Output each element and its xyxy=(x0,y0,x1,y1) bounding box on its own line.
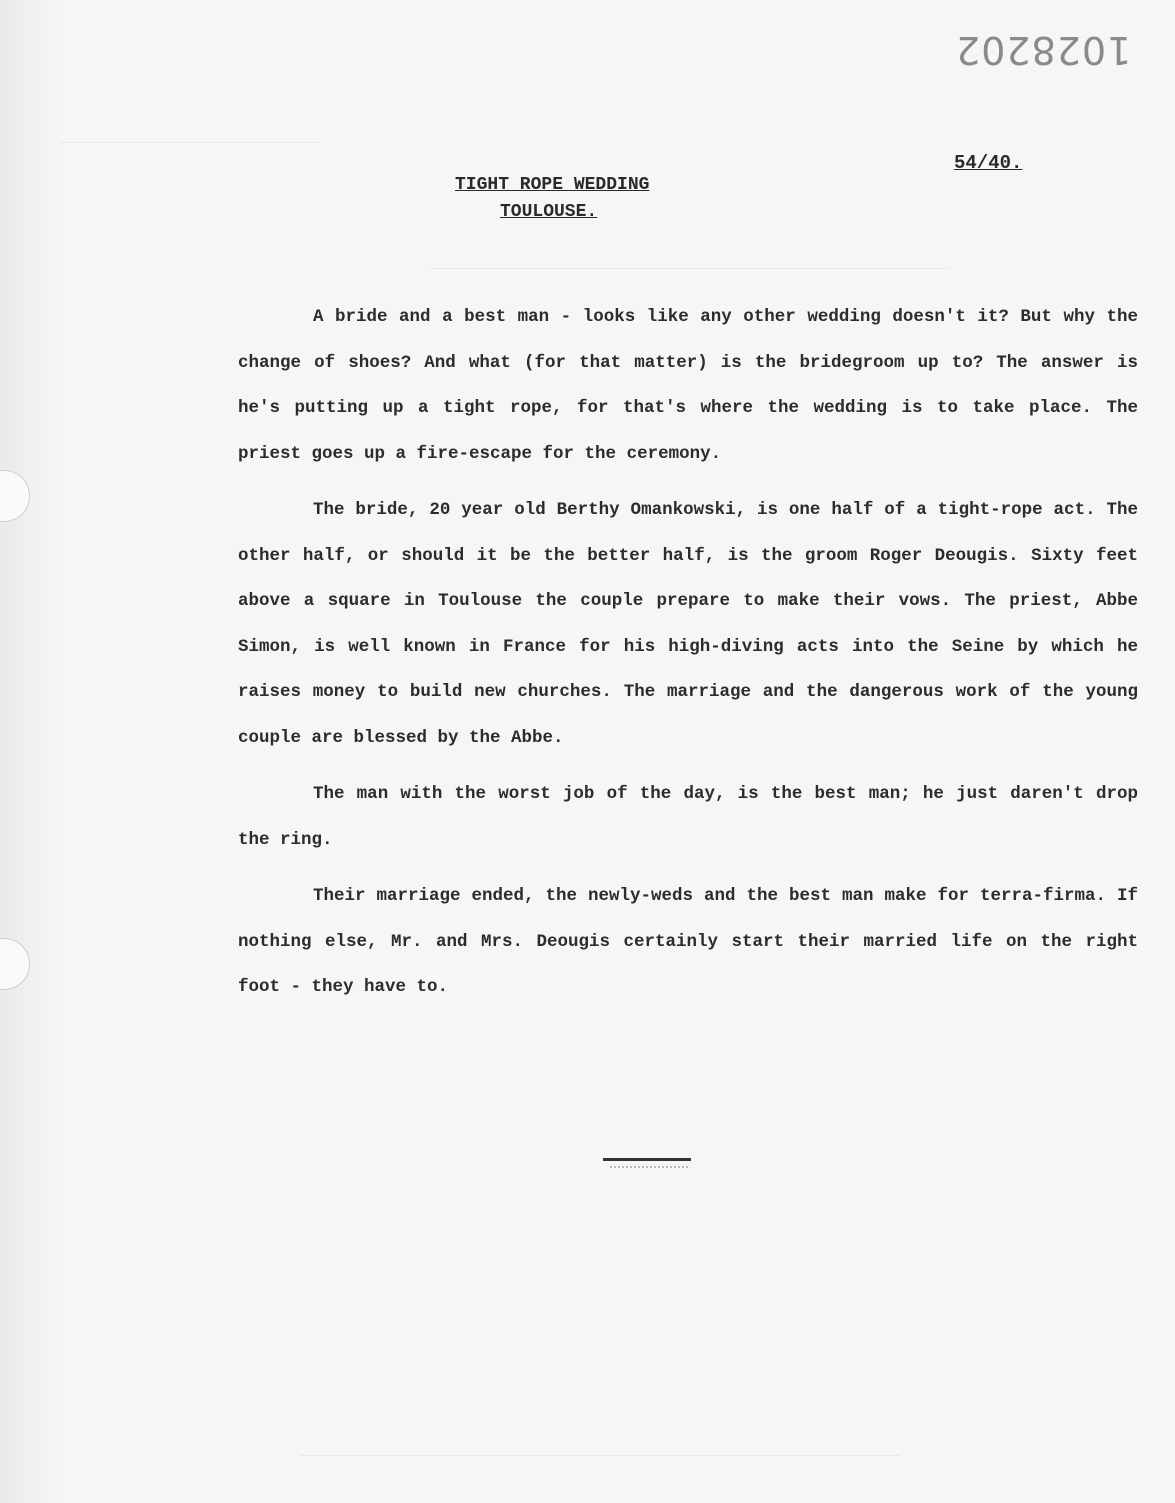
title-line-1: TIGHT ROPE WEDDING xyxy=(455,175,650,195)
title-line-2: TOULOUSE. xyxy=(500,202,598,222)
end-of-story-rule xyxy=(603,1158,691,1161)
punch-hole xyxy=(0,470,30,522)
bleed-through-line xyxy=(60,142,320,143)
paragraph: The man with the worst job of the day, is the best man; he just daren't drop the ring. xyxy=(238,784,1138,850)
bleed-through-line xyxy=(430,268,950,269)
handwritten-archive-number: 1028202 xyxy=(955,28,1132,72)
end-of-story-dots xyxy=(610,1166,688,1168)
document-title xyxy=(455,172,695,226)
bleed-through-line xyxy=(300,1455,900,1456)
story-body xyxy=(238,295,1138,1011)
reference-number: 54/40. xyxy=(954,152,1023,174)
punch-hole xyxy=(0,938,30,990)
paragraph: A bride and a best man - looks like any other wedding doesn't it? But why the change of shoes? And what (for that matter) is the bridegroom up to? The answer is he's putting up a tight rope, for that's where the wedding is to take place. The priest goes up a fire-escape for the ceremony. xyxy=(238,307,1138,464)
paragraph: Their marriage ended, the newly-weds and the best man make for terra-firma. If nothing else, Mr. and Mrs. Deougis certainly start their married life on the right foot - they have to. xyxy=(238,886,1138,997)
paragraph: The bride, 20 year old Berthy Omankowski, is one half of a tight-rope act. The other half, or should it be the better half, is the groom Roger Deougis. Sixty feet above a square in Toulouse the couple prepare to make their vows. The priest, Abbe Simon, is well known in France for his high-diving acts into the Seine by which he raises money to build new churches. The marriage and the dangerous work of the young couple are blessed by the Abbe. xyxy=(238,500,1138,748)
